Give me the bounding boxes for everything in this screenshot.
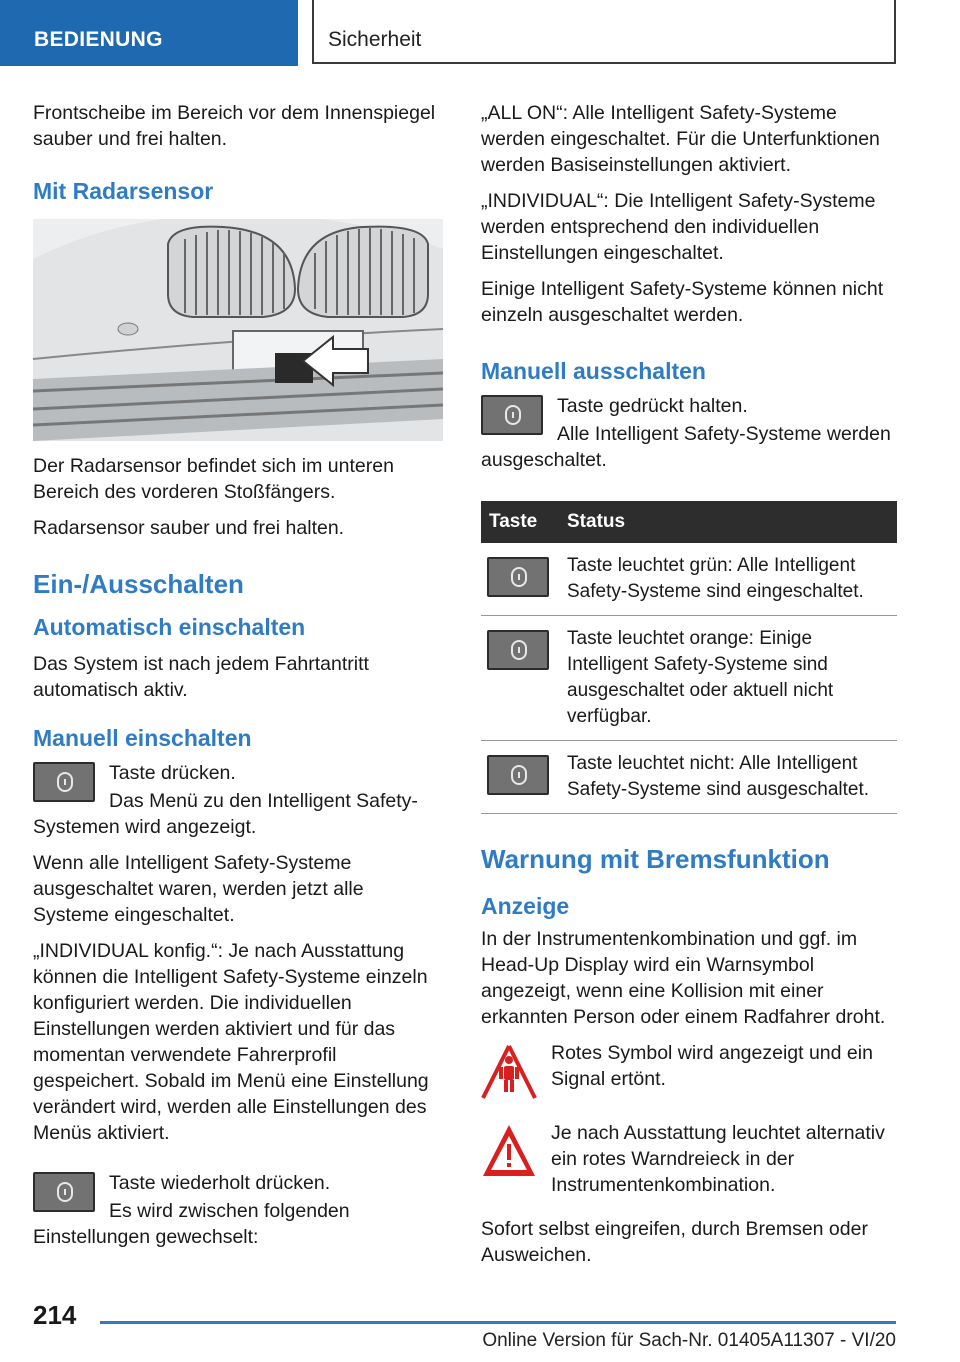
paragraph: „INDIVIDUAL“: Die Intelligent Safety-Systeme werden entsprechend den individuellen Einstellungen eingeschaltet. [481,190,876,264]
page-number: 214 [33,1300,77,1330]
heading-automatisch: Automatisch einschalten [33,614,306,640]
table-header [481,501,897,543]
paragraph: Das System ist nach jedem Fahrtantritt automatisch aktiv. [33,653,369,701]
paragraph: Taste gedrückt halten. [557,395,748,417]
status-cell: Taste leuchtet nicht: Alle Intelligent Safety-Systeme sind ausgeschaltet. [559,741,897,814]
safety-button-icon [487,557,549,597]
status-table [481,501,897,814]
section-tab [0,0,298,66]
safety-button-icon [33,762,95,802]
safety-button-icon [481,395,543,435]
footer-text: Online Version für Sach-Nr. 01405A11307 - VI/20 [482,1330,896,1351]
paragraph: In der Instrumentenkombination und ggf. im Head-Up Display wird ein Warnsymbol angezeigt, wenn eine Kollision mit einer erkannten Person oder einem Radfahrer droht. [481,928,886,1028]
chapter-header [312,0,896,64]
section-title: BEDIENUNG [34,28,163,51]
heading-radar: Mit Radarsensor [33,178,214,204]
status-cell: Taste leuchtet orange: Einige Intelligent Safety-Systeme sind ausgeschaltet oder aktuell nicht verfügbar. [559,616,897,741]
paragraph: Taste wiederholt drücken. [109,1172,331,1194]
paragraph: Je nach Ausstattung leuchtet alternativ ein rotes Warndreieck in der Instrumentenkombination. [551,1122,885,1196]
right-column [481,100,897,1278]
safety-button-icon [33,1172,95,1212]
paragraph: Wenn alle Intelligent Safety-Systeme ausgeschaltet waren, werden jetzt alle Systeme eingeschaltet. [33,852,364,926]
paragraph: „INDIVIDUAL konfig.“: Je nach Ausstattung können die Intelligent Safety-Systeme einzeln konfiguriert werden. Die individuellen Einstellungen werden aktiviert und für das momentan verwendete Fahrerprofil gespeichert. Sobald im Menü eine Einstellung verändert wird, werden alle Einstellungen des Menüs aktiviert. [33,940,429,1144]
car-front-illustration [33,219,443,441]
paragraph: Rotes Symbol wird angezeigt und ein Signal ertönt. [551,1042,873,1090]
table-row [481,741,897,814]
radar-sensor-image [33,219,443,441]
paragraph: „ALL ON“: Alle Intelligent Safety-Systeme werden eingeschaltet. Für die Unterfunktionen werden Basiseinstellungen aktiviert. [481,102,880,176]
footer-divider [100,1321,896,1324]
col-status: Status [559,501,897,543]
heading-manuell-ein: Manuell einschalten [33,725,252,751]
warning-triangle-icon [481,1122,537,1180]
pedestrian-warning-icon [481,1042,537,1100]
paragraph: Radarsensor sauber und frei halten. [33,517,345,539]
heading-warnung: Warnung mit Bremsfunktion [481,844,830,874]
heading-anzeige: Anzeige [481,893,570,919]
status-cell: Taste leuchtet grün: Alle Intelligent Safety-Systeme sind eingeschaltet. [559,543,897,616]
left-column [33,100,443,1260]
heading-ein-aus: Ein-/Ausschalten [33,569,244,599]
paragraph: Einige Intelligent Safety-Systeme können nicht einzeln ausgeschaltet werden. [481,278,884,326]
safety-button-icon [487,755,549,795]
paragraph: Sofort selbst eingreifen, durch Bremsen oder Ausweichen. [481,1218,868,1266]
table-row [481,616,897,741]
chapter-title: Sicherheit [328,28,422,51]
col-taste: Taste [481,501,559,543]
paragraph: Der Radarsensor befindet sich im unteren Bereich des vorderen Stoßfängers. [33,455,394,503]
paragraph: Es wird zwischen folgenden Einstellungen gewechselt: [33,1200,350,1248]
paragraph: Taste drücken. [109,762,236,784]
paragraph: Frontscheibe im Bereich vor dem Innenspiegel sauber und frei halten. [33,102,436,150]
safety-button-icon [487,630,549,670]
paragraph: Das Menü zu den Intelligent Safety-Systemen wird angezeigt. [33,790,418,838]
paragraph: Alle Intelligent Safety-Systeme werden ausgeschaltet. [481,423,891,471]
table-row [481,543,897,616]
heading-manuell-aus: Manuell ausschalten [481,358,706,384]
